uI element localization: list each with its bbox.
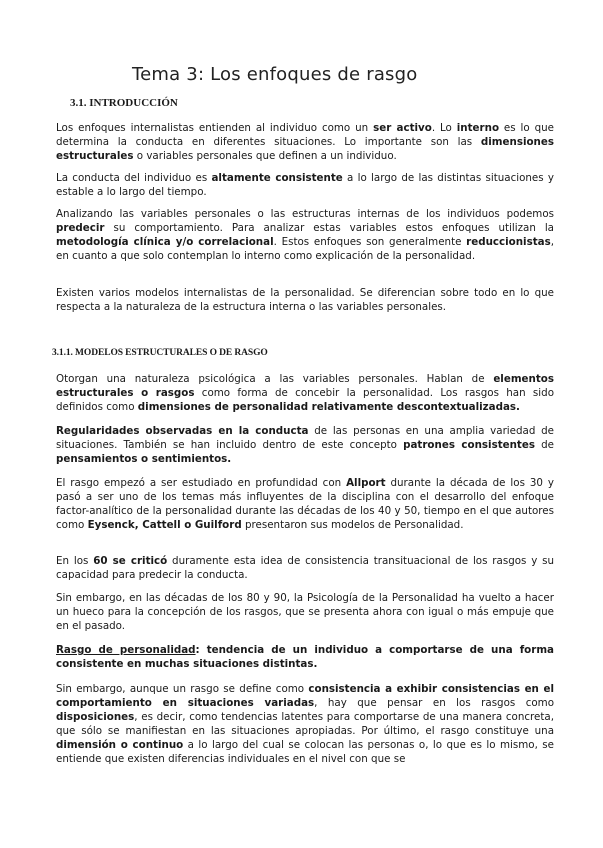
paragraph-2: La conducta del individuo es altamente consistente a lo largo de las distintas situaciones y estable a lo largo del tiempo. — [56, 172, 554, 198]
paragraph-3: Analizando las variables personales o las estructuras internas de los individuos podemos predecir su comportamiento. Para analizar estas variables estos enfoques utilizan la metodología clínica y/o correlacional. Estos enfoques son generalmente reduccionistas, en cuanto a que solo contemplan lo interno como explicación de la personalidad. — [56, 208, 554, 262]
paragraph-10: Rasgo de personalidad: tendencia de un individuo a comportarse de una forma consistente en muchas situaciones distintas. — [56, 644, 555, 670]
paragraph-1: Los enfoques internalistas entienden al individuo como un ser activo. Lo interno es lo que determina la conducta en diferentes situaciones. Lo importante son las dimensiones estructurales o variables personales que definen a un individuo. — [56, 122, 554, 162]
subsection-heading: 3.1.1. MODELOS ESTRUCTURALES O DE RASGO — [52, 348, 268, 358]
paragraph-9: Sin embargo, en las décadas de los 80 y 90, la Psicología de la Personalidad ha vuelto a hacer un hueco para la concepción de los rasgos, que se presenta ahora con igual o más empuje que en el pasado. — [56, 592, 554, 632]
page-title: Tema 3: Los enfoques de rasgo — [132, 64, 418, 85]
paragraph-5: Otorgan una naturaleza psicológica a las variables personales. Hablan de elementos estructurales o rasgos como forma de concebir la personalidad. Los rasgos han sido definidos como dimensiones de personalidad relativamente descontextualizadas. — [56, 373, 554, 413]
section-heading: 3.1. INTRODUCCIÓN — [70, 97, 178, 109]
paragraph-6: Regularidades observadas en la conducta de las personas en una amplia variedad de situaciones. También se han incluido dentro de este concepto patrones consistentes de pensamientos o sentimientos. — [56, 425, 555, 465]
paragraph-11: Sin embargo, aunque un rasgo se define como consistencia a exhibir consistencias en el comportamiento en situaciones variadas, hay que pensar en los rasgos como disposiciones, es decir, como tendencias latentes para comportarse de una manera concreta, que sólo se manifiestan en las situaciones apropiadas. Por último, el rasgo constituye una dimensión o continuo a lo largo del cual se colocan las personas o, lo que es lo mismo, se entiende que existen diferencias individuales en el nivel con que se — [56, 683, 554, 765]
paragraph-4: Existen varios modelos internalistas de la personalidad. Se diferencian sobre todo en lo que respecta a la naturaleza de la estructura interna o las variables personales. — [56, 287, 554, 313]
paragraph-8: En los 60 se criticó duramente esta idea de consistencia transituacional de los rasgos y su capacidad para predecir la conducta. — [56, 555, 554, 581]
paragraph-7: El rasgo empezó a ser estudiado en profundidad con Allport durante la década de los 30 y pasó a ser uno de los temas más influyentes de la disciplina con el desarrollo del enfoque factor-analítico de la personalidad durante las décadas de los 40 y 50, tiempo en el que autores como Eysenck, Cattell o Guilford presentaron sus modelos de Personalidad. — [56, 477, 554, 531]
